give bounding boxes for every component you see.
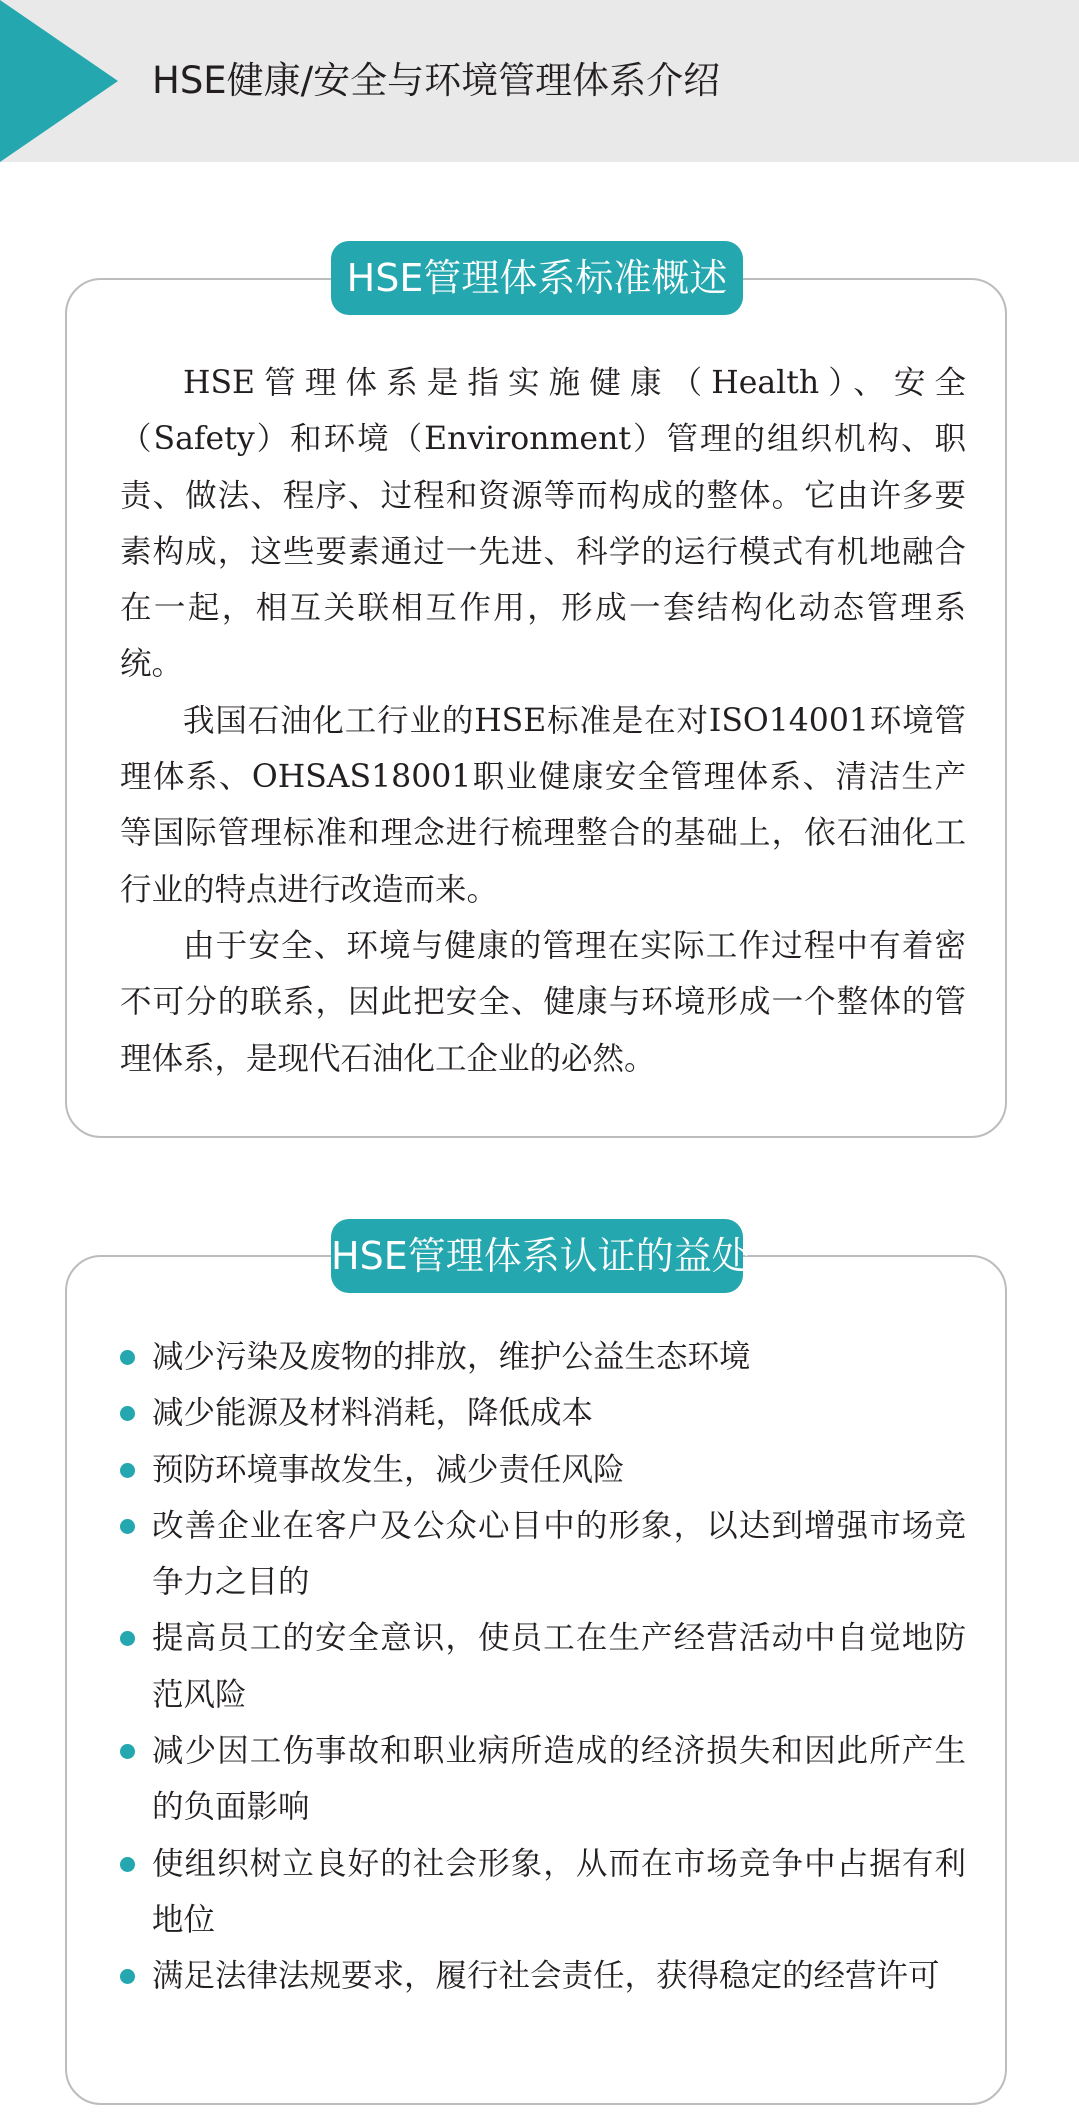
list-item bbox=[120, 1498, 966, 1611]
page-header bbox=[0, 0, 1079, 162]
bullet-dot-icon bbox=[120, 1519, 135, 1534]
list-item-text: 减少因工伤事故和职业病所造成的经济损失和因此所产生的负面影响 bbox=[152, 1733, 966, 1826]
overview-heading: HSE管理体系标准概述 bbox=[331, 241, 743, 315]
page-title: HSE健康/安全与环境管理体系介绍 bbox=[152, 59, 721, 102]
list-item bbox=[120, 1723, 966, 1836]
list-item bbox=[120, 1836, 966, 1949]
list-item bbox=[120, 1385, 966, 1441]
list-item bbox=[120, 1610, 966, 1723]
bullet-dot-icon bbox=[120, 1744, 135, 1759]
list-item-text: 使组织树立良好的社会形象，从而在市场竞争中占据有利地位 bbox=[152, 1845, 966, 1938]
bullet-dot-icon bbox=[120, 1350, 135, 1365]
list-item-text: 提高员工的安全意识，使员工在生产经营活动中自觉地防范风险 bbox=[152, 1620, 966, 1713]
bullet-dot-icon bbox=[120, 1406, 135, 1421]
list-item bbox=[120, 1948, 966, 2004]
list-item-text: 减少能源及材料消耗，降低成本 bbox=[152, 1395, 594, 1432]
overview-paragraph: 我国石油化工行业的HSE标准是在对ISO14001环境管理体系、OHSAS18001职业健康安全管理体系、清洁生产等国际管理标准和理念进行梳理整合的基础上，依石油化工行业的特点进行改造而来。 bbox=[120, 702, 966, 908]
benefits-list bbox=[120, 1329, 966, 2005]
bullet-dot-icon bbox=[120, 1463, 135, 1478]
list-item bbox=[120, 1329, 966, 1385]
list-item bbox=[120, 1442, 966, 1498]
overview-paragraph: HSE管理体系是指实施健康（Health）、安全（Safety）和环境（Environment）管理的组织机构、职责、做法、程序、过程和资源等而构成的整体。它由许多要素构成，这些要素通过一先进、科学的运行模式有机地融合在一起，相互关联相互作用，形成一套结构化动态管理系统。 bbox=[120, 365, 966, 683]
overview-paragraph: 由于安全、环境与健康的管理在实际工作过程中有着密不可分的联系，因此把安全、健康与环境形成一个整体的管理体系，是现代石油化工企业的必然。 bbox=[120, 927, 966, 1077]
list-item-text: 满足法律法规要求，履行社会责任，获得稳定的经营许可 bbox=[152, 1958, 940, 1995]
bullet-dot-icon bbox=[120, 1969, 135, 1984]
benefits-heading: HSE管理体系认证的益处 bbox=[331, 1219, 743, 1293]
overview-body bbox=[120, 355, 966, 1087]
list-item-text: 减少污染及废物的排放，维护公益生态环境 bbox=[152, 1339, 751, 1375]
arrow-icon bbox=[0, 0, 118, 162]
bullet-dot-icon bbox=[120, 1631, 135, 1646]
bullet-dot-icon bbox=[120, 1857, 135, 1872]
list-item-text: 改善企业在客户及公众心目中的形象，以达到增强市场竞争力之目的 bbox=[152, 1507, 966, 1601]
list-item-text: 预防环境事故发生，减少责任风险 bbox=[152, 1451, 625, 1488]
